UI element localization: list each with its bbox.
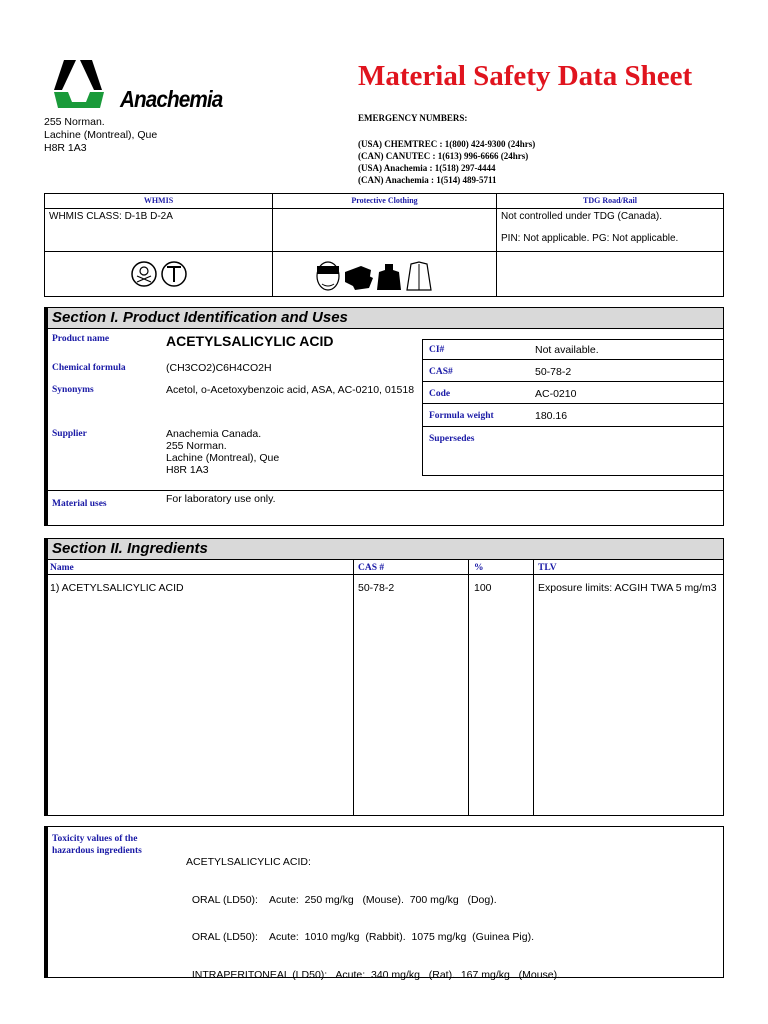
- section-2-title: Section II. Ingredients: [48, 539, 723, 560]
- toxicity-label: Toxicity values of the hazardous ingredients: [52, 834, 142, 856]
- ci-label: CI#: [429, 345, 445, 355]
- column-header-cas: CAS #: [358, 563, 385, 573]
- anachemia-logo-icon: [50, 58, 120, 114]
- toxicity-line: ORAL (LD50): Acute: 250 mg/kg (Mouse). 700 mg/kg (Dog).: [186, 893, 497, 906]
- company-name: Anachemia: [120, 86, 223, 112]
- emergency-line: (USA) Anachemia : 1(518) 297-4444: [358, 163, 496, 173]
- section-1: [44, 307, 724, 526]
- section-2: [44, 538, 724, 816]
- code-label: Code: [429, 389, 451, 399]
- formula-weight-label: Formula weight: [429, 411, 494, 421]
- ingredient-tlv: Exposure limits: ACGIH TWA 5 mg/m3: [538, 582, 717, 594]
- divider: [468, 559, 469, 815]
- synonyms: Acetol, o-Acetoxybenzoic acid, ASA, AC-0210, 01518: [166, 384, 415, 396]
- tdg-header: TDG Road/Rail: [497, 194, 723, 209]
- lab-coat-icon: [407, 262, 431, 290]
- material-uses-label: Material uses: [52, 499, 107, 509]
- supplier-line: 255 Norman.: [166, 440, 227, 452]
- ingredient-percent: 100: [474, 582, 492, 594]
- whmis-header: WHMIS: [45, 194, 272, 209]
- tdg-column: [497, 194, 723, 296]
- product-name-label: Product name: [52, 334, 110, 344]
- supplier-line: H8R 1A3: [166, 464, 209, 476]
- chemical-formula-label: Chemical formula: [52, 363, 126, 373]
- divider: [353, 559, 354, 815]
- tdg-line: PIN: Not applicable. PG: Not applicable.: [501, 233, 679, 244]
- ci-value: Not available.: [535, 344, 599, 356]
- supplier-label: Supplier: [52, 429, 87, 439]
- divider: [533, 559, 534, 815]
- tdg-line: Not controlled under TDG (Canada).: [501, 211, 663, 222]
- ingredient-name: 1) ACETYLSALICYLIC ACID: [50, 582, 184, 594]
- supplier: [166, 428, 279, 476]
- whmis-symbols: [45, 252, 272, 296]
- material-uses: For laboratory use only.: [166, 493, 276, 505]
- protective-column: [273, 194, 497, 296]
- identifier-table: [422, 339, 724, 476]
- address-line: Lachine (Montreal), Que: [44, 129, 158, 141]
- ingredient-cas: 50-78-2: [358, 582, 395, 594]
- divider: [423, 426, 723, 427]
- face-shield-icon: [317, 262, 339, 290]
- tdg-info: [497, 208, 723, 252]
- code-value: AC-0210: [535, 388, 577, 400]
- classification-table: [44, 193, 724, 297]
- toxic-t-icon: [162, 262, 186, 286]
- emergency-line: (CAN) CANUTEC : 1(613) 996-6666 (24hrs): [358, 151, 529, 161]
- whmis-class: WHMIS CLASS: D-1B D-2A: [45, 208, 272, 252]
- skull-crossbones-icon: [132, 262, 156, 286]
- product-name: ACETYLSALICYLIC ACID: [166, 333, 334, 349]
- cas-label: CAS#: [429, 367, 453, 377]
- chemical-formula: (CH3CO2)C6H4CO2H: [166, 362, 272, 374]
- address-line: H8R 1A3: [44, 142, 87, 154]
- whmis-column: [45, 194, 273, 296]
- toxicity-line: INTRAPERITONEAL (LD50): Acute: 340 mg/kg (Rat). 167 mg/kg (Mouse).: [186, 968, 561, 981]
- apron-icon: [377, 264, 401, 290]
- protective-header: Protective Clothing: [273, 194, 496, 209]
- section-1-title: Section I. Product Identification and Uses: [48, 308, 723, 329]
- tdg-symbols: [497, 252, 723, 296]
- toxicity-values: [186, 831, 560, 1006]
- toxicity-line: ORAL (LD50): Acute: 1010 mg/kg (Rabbit). 1075 mg/kg (Guinea Pig).: [186, 931, 535, 943]
- formula-weight-value: 180.16: [535, 410, 568, 422]
- protective-symbols: [273, 252, 496, 296]
- document-title: Material Safety Data Sheet: [358, 60, 693, 92]
- divider: [423, 403, 723, 404]
- column-header-percent: %: [474, 563, 484, 573]
- protective-text: [273, 208, 496, 252]
- supplier-line: Lachine (Montreal), Que: [166, 452, 280, 464]
- toxicity-box: [44, 826, 724, 981]
- emergency-line: (CAN) Anachemia : 1(514) 489-5711: [358, 175, 497, 185]
- supersedes-label: Supersedes: [429, 434, 475, 444]
- toxicity-line: ACETYLSALICYLIC ACID:: [186, 856, 311, 868]
- cas-value: 50-78-2: [535, 366, 572, 378]
- emergency-label: EMERGENCY NUMBERS:: [358, 113, 468, 123]
- company-address: [44, 116, 157, 155]
- column-header-tlv: TLV: [538, 563, 557, 573]
- divider: [423, 381, 723, 382]
- column-header-name: Name: [50, 563, 74, 573]
- emergency-line: (USA) CHEMTREC : 1(800) 424-9300 (24hrs): [358, 139, 536, 149]
- gloves-icon: [345, 266, 373, 290]
- address-line: 255 Norman.: [44, 116, 105, 128]
- divider: [48, 574, 723, 575]
- divider: [48, 490, 723, 491]
- emergency-numbers: [358, 112, 535, 186]
- divider: [423, 359, 723, 360]
- synonyms-label: Synonyms: [52, 385, 94, 395]
- supplier-line: Anachemia Canada.: [166, 428, 262, 440]
